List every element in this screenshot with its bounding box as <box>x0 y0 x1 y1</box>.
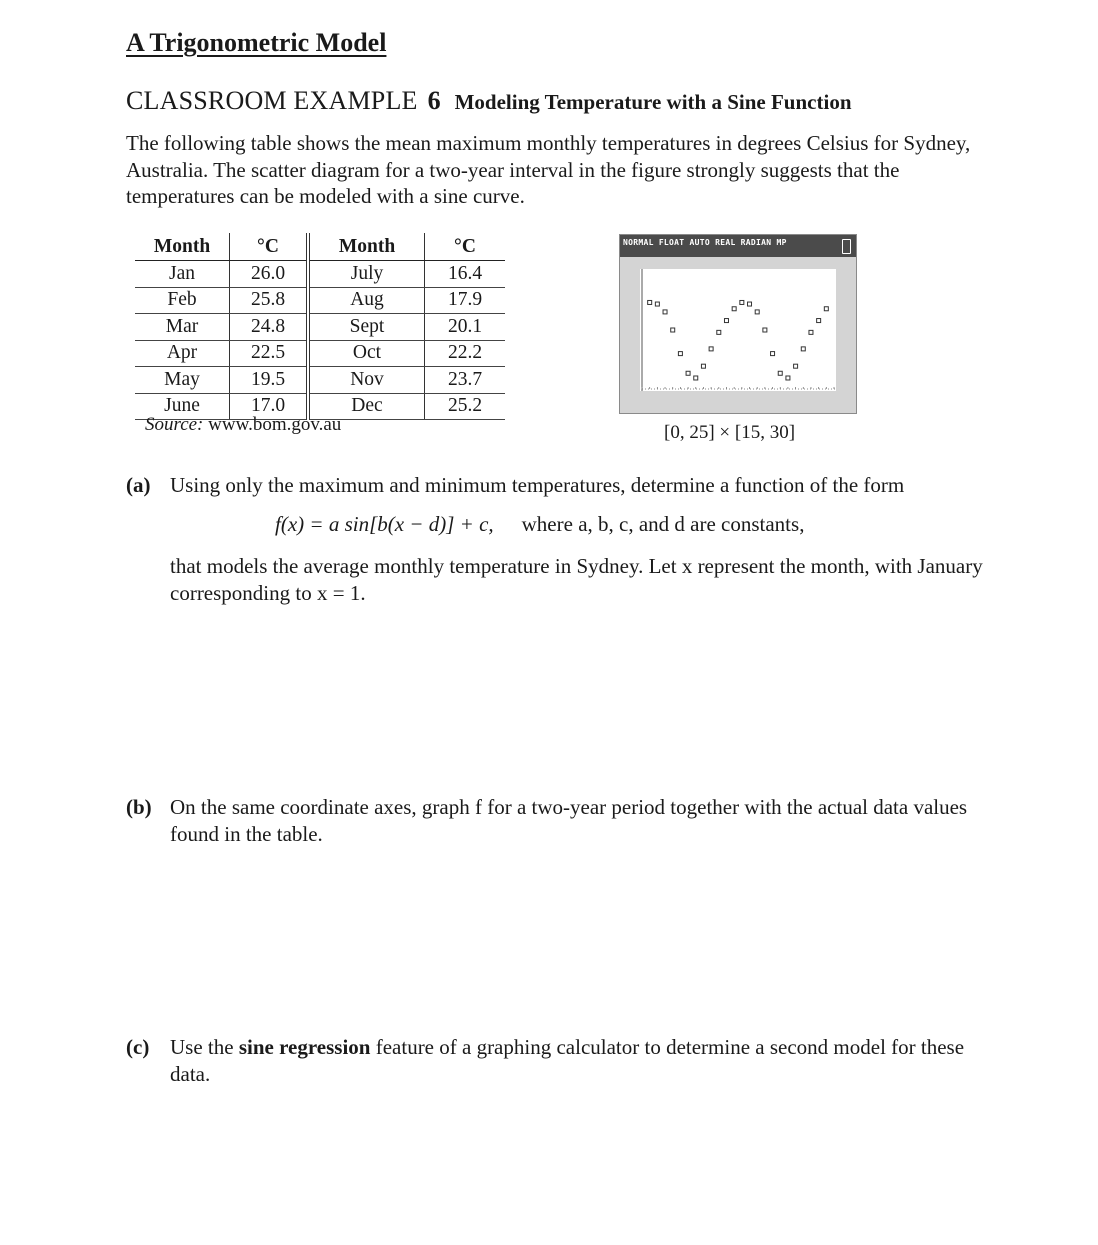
cell-month-2: Sept <box>308 314 425 341</box>
table-body <box>135 261 505 420</box>
intro-paragraph: The following table shows the mean maximum monthly temperatures in degrees Celsius for Sydney, Australia. The scatter diagram for a two-year interval in the figure strongly suggests that the temperatures can be modeled with a sine curve. <box>126 131 971 208</box>
cell-celsius-1: 25.8 <box>230 287 309 314</box>
data-point <box>717 330 721 334</box>
cell-month-2: Dec <box>308 393 425 420</box>
table-row <box>135 340 505 367</box>
constants-note: where a, b, c, and d are constants, <box>521 512 805 536</box>
data-point <box>701 364 705 368</box>
cell-month-1: Mar <box>135 314 230 341</box>
data-point <box>786 376 790 380</box>
calculator-status-text: NORMAL FLOAT AUTO REAL RADIAN MP <box>623 238 787 247</box>
sine-regression-term: sine regression <box>238 1035 371 1059</box>
sine-function-formula: f(x) = a sin[b(x − d)] + c, <box>275 512 494 536</box>
table-header-row <box>135 233 505 261</box>
cell-celsius-2: 20.1 <box>425 314 506 341</box>
part-a-continuation: that models the average monthly temperature in Sydney. Let x represent the month, with January corresponding to x = 1. <box>170 554 983 605</box>
data-point <box>794 364 798 368</box>
cell-month-1: Apr <box>135 340 230 367</box>
data-point <box>748 302 752 306</box>
cell-month-1: May <box>135 367 230 394</box>
header-month-2: Month <box>308 233 425 261</box>
viewing-window-label: [0, 25] × [15, 30] <box>664 422 796 443</box>
data-point <box>732 307 736 311</box>
cell-celsius-1: 19.5 <box>230 367 309 394</box>
cell-month-2: Aug <box>308 287 425 314</box>
header-celsius-2: °C <box>425 233 506 261</box>
header-celsius-1: °C <box>230 233 309 261</box>
plot-points <box>648 300 829 380</box>
data-point <box>663 310 667 314</box>
part-b-text: On the same coordinate axes, graph f for a two-year period together with the actual data values found in the table. <box>170 795 968 846</box>
data-point <box>740 300 744 304</box>
part-c-label: (c) <box>126 1035 150 1059</box>
part-c-text-after: feature of a graphing calculator to determine a second model for these data. <box>170 1035 965 1086</box>
part-a-formula-line <box>275 511 804 538</box>
data-point <box>809 330 813 334</box>
calculator-graph-screen <box>640 269 836 391</box>
temperature-table <box>135 233 505 420</box>
example-number: 6 <box>427 86 441 115</box>
cell-celsius-1: 26.0 <box>230 261 309 288</box>
cell-month-1: Jan <box>135 261 230 288</box>
source-url: www.bom.gov.au <box>208 414 342 435</box>
scatter-plot <box>640 269 836 391</box>
calculator-screenshot <box>619 234 857 414</box>
data-point <box>817 319 821 323</box>
cell-month-1: June <box>135 393 230 420</box>
cell-celsius-2: 25.2 <box>425 393 506 420</box>
battery-icon <box>842 239 851 254</box>
data-point <box>778 371 782 375</box>
cell-celsius-1: 22.5 <box>230 340 309 367</box>
data-point <box>824 307 828 311</box>
cell-month-2: July <box>308 261 425 288</box>
data-point <box>678 352 682 356</box>
part-a-label: (a) <box>126 473 151 497</box>
cell-month-2: Nov <box>308 367 425 394</box>
example-header <box>126 86 852 116</box>
cell-celsius-2: 17.9 <box>425 287 506 314</box>
data-point <box>686 371 690 375</box>
data-point <box>655 302 659 306</box>
cell-celsius-2: 23.7 <box>425 367 506 394</box>
example-label: CLASSROOM EXAMPLE <box>126 86 418 115</box>
data-point <box>724 319 728 323</box>
cell-month-1: Feb <box>135 287 230 314</box>
cell-celsius-1: 24.8 <box>230 314 309 341</box>
source-label: Source: <box>145 414 204 435</box>
table-row <box>135 314 505 341</box>
cell-celsius-1: 17.0 <box>230 393 309 420</box>
calculator-status-bar <box>620 235 856 257</box>
table-row <box>135 287 505 314</box>
cell-celsius-2: 16.4 <box>425 261 506 288</box>
header-month-1: Month <box>135 233 230 261</box>
part-c-text-before: Use the <box>170 1035 234 1059</box>
data-point <box>755 310 759 314</box>
table-row <box>135 261 505 288</box>
data-point <box>801 347 805 351</box>
source-line <box>145 414 341 436</box>
data-point <box>771 352 775 356</box>
data-point <box>694 376 698 380</box>
example-title: Modeling Temperature with a Sine Function <box>454 90 852 114</box>
section-heading: A Trigonometric Model <box>126 28 387 57</box>
table-row <box>135 367 505 394</box>
data-point <box>763 328 767 332</box>
data-point <box>709 347 713 351</box>
part-a-text: Using only the maximum and minimum temperatures, determine a function of the form <box>170 473 905 497</box>
part-c-text <box>170 1034 1000 1087</box>
data-point <box>671 328 675 332</box>
cell-celsius-2: 22.2 <box>425 340 506 367</box>
data-point <box>648 300 652 304</box>
part-b-label: (b) <box>126 795 152 819</box>
cell-month-2: Oct <box>308 340 425 367</box>
